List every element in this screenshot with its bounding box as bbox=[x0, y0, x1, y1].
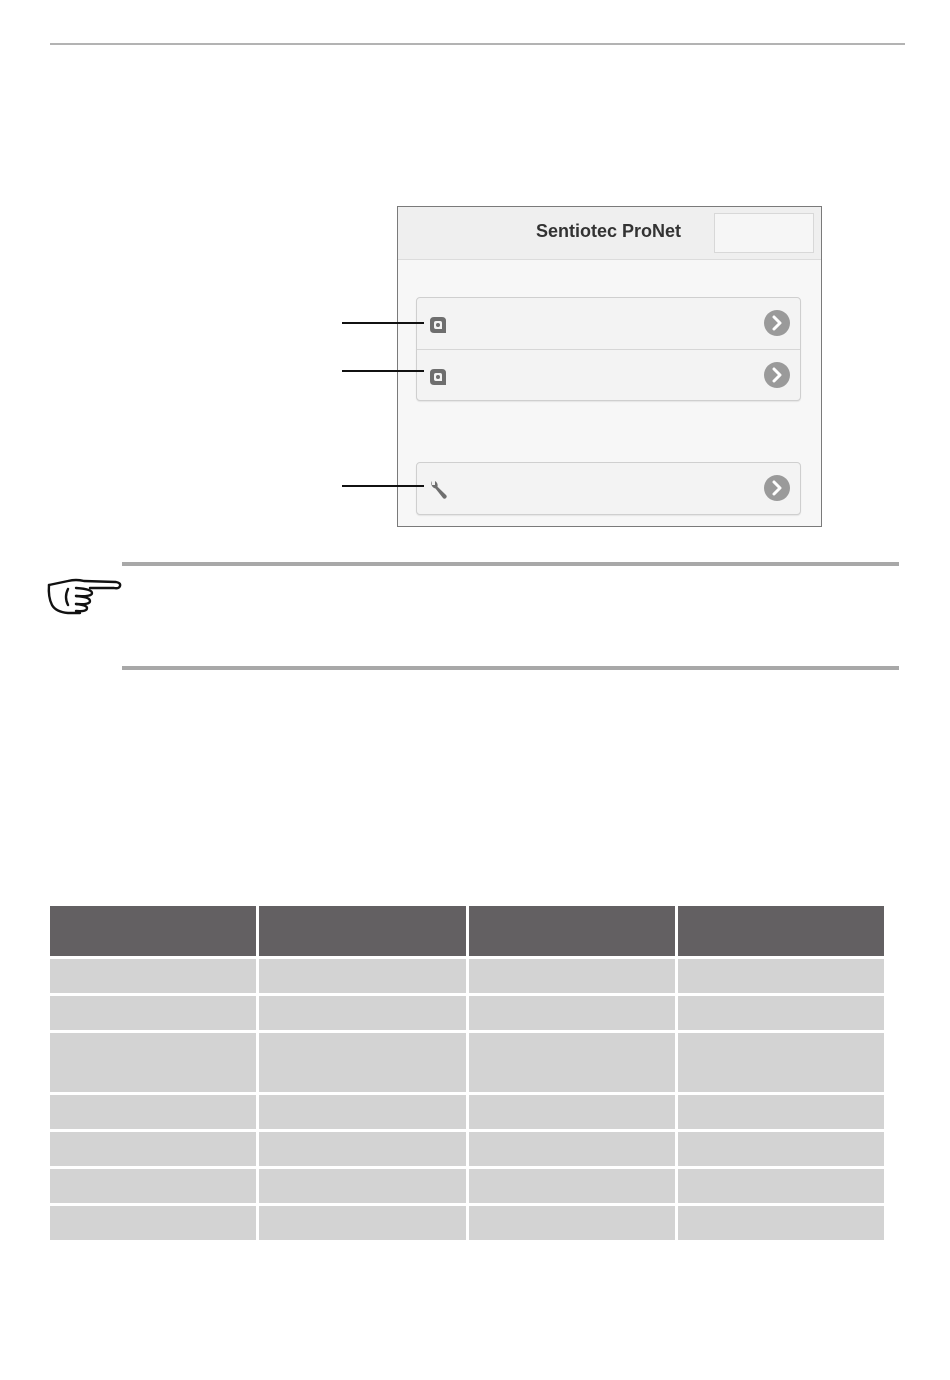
list-item-controller-1[interactable] bbox=[417, 298, 800, 349]
app-screenshot bbox=[397, 206, 822, 527]
callout-line-3 bbox=[342, 485, 424, 487]
table-row bbox=[50, 1033, 884, 1092]
table-cell bbox=[50, 1169, 256, 1203]
table-cell bbox=[259, 1095, 465, 1129]
list-item-controller-2[interactable] bbox=[417, 349, 800, 400]
table-cell bbox=[469, 1033, 675, 1092]
callout-line-1 bbox=[342, 322, 424, 324]
table-cell bbox=[469, 1169, 675, 1203]
header-button[interactable] bbox=[714, 213, 814, 253]
table-row bbox=[50, 1132, 884, 1166]
table-row bbox=[50, 996, 884, 1030]
table-cell bbox=[469, 1095, 675, 1129]
table-row bbox=[50, 1169, 884, 1203]
table-cell bbox=[50, 1095, 256, 1129]
page-top-rule bbox=[50, 43, 905, 45]
table-header-cell bbox=[678, 906, 884, 956]
table-cell bbox=[259, 959, 465, 993]
table-cell bbox=[259, 1033, 465, 1092]
table-cell bbox=[259, 996, 465, 1030]
table-cell bbox=[678, 1033, 884, 1092]
table-header-cell bbox=[469, 906, 675, 956]
wrench-icon bbox=[427, 479, 449, 501]
list-item-settings[interactable] bbox=[417, 463, 800, 514]
table-header-cell bbox=[50, 906, 256, 956]
table-cell bbox=[678, 1206, 884, 1240]
chevron-right-icon[interactable] bbox=[764, 310, 790, 336]
table-cell bbox=[50, 959, 256, 993]
table-cell bbox=[50, 996, 256, 1030]
app-header bbox=[398, 207, 821, 260]
table-cell bbox=[469, 959, 675, 993]
pointing-hand-icon bbox=[46, 575, 122, 617]
table-cell bbox=[678, 1169, 884, 1203]
controller-list bbox=[416, 297, 801, 401]
note-top-rule bbox=[122, 562, 899, 566]
table-cell bbox=[678, 1132, 884, 1166]
controller-icon bbox=[427, 314, 449, 336]
controller-icon bbox=[427, 366, 449, 388]
table-header-cell bbox=[259, 906, 465, 956]
table-cell bbox=[469, 1132, 675, 1166]
table-row bbox=[50, 1206, 884, 1240]
table-header-row bbox=[50, 906, 884, 956]
table-cell bbox=[678, 996, 884, 1030]
table-row bbox=[50, 959, 884, 993]
table-cell bbox=[678, 1095, 884, 1129]
note-bottom-rule bbox=[122, 666, 899, 670]
table-cell bbox=[259, 1169, 465, 1203]
settings-list bbox=[416, 462, 801, 515]
table-row bbox=[50, 1095, 884, 1129]
table-cell bbox=[50, 1132, 256, 1166]
data-table bbox=[47, 903, 887, 1243]
table-cell bbox=[259, 1206, 465, 1240]
table-cell bbox=[469, 996, 675, 1030]
app-title: Sentiotec ProNet bbox=[536, 221, 682, 241]
chevron-right-icon[interactable] bbox=[764, 475, 790, 501]
table-cell bbox=[259, 1132, 465, 1166]
chevron-right-icon[interactable] bbox=[764, 362, 790, 388]
table-cell bbox=[50, 1206, 256, 1240]
table-cell bbox=[678, 959, 884, 993]
table-cell bbox=[50, 1033, 256, 1092]
table-cell bbox=[469, 1206, 675, 1240]
callout-line-2 bbox=[342, 370, 424, 372]
